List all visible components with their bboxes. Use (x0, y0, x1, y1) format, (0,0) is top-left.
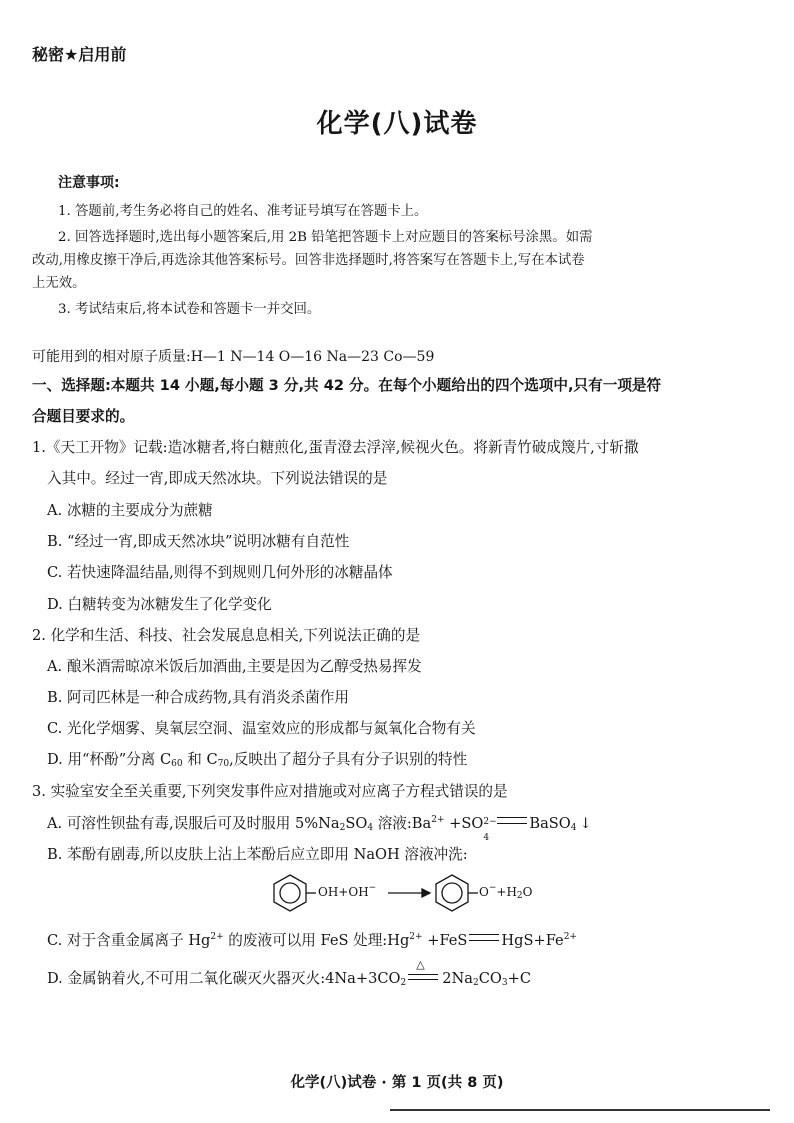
notice-item-1: 1. 答题前,考生务必将自己的姓名、准考证号填写在答题卡上。 (58, 204, 428, 219)
q2-stem: 2. 化学和生活、科技、社会发展息息相关,下列说法正确的是 (32, 627, 421, 644)
q1-option-d: D. 白糖转变为冰糖发生了化学变化 (47, 596, 272, 613)
secret-label: 秘密★启用前 (32, 45, 127, 64)
q2-option-a: A. 酿米酒需晾凉米饭后加酒曲,主要是因为乙醇受热易挥发 (47, 658, 422, 675)
benzene-ring-right-icon (436, 875, 478, 911)
atomic-mass-line: 可能用到的相对原子质量:H—1 N—14 O—16 Na—23 Co—59 (32, 349, 435, 365)
benzene-ring-left-icon (274, 875, 316, 911)
notice-heading: 注意事项: (58, 175, 120, 191)
q1-stem-line-1: 1.《天工开物》记载:造冰糖者,将白糖煎化,蛋青澄去浮滓,候视火色。将新青竹破成篾片,寸斩撒 (32, 439, 639, 456)
page-title: 化学(八)试卷 (316, 109, 478, 139)
q2-option-b: B. 阿司匹林是一种合成药物,具有消炎杀菌作用 (47, 689, 349, 706)
precipitate-arrow-icon: ↓ (579, 815, 592, 832)
reaction-left-text: OH+OH− (318, 883, 377, 899)
reaction-right-text: $O^-+H_2O$ (479, 883, 533, 901)
q1-option-c: C. 若快速降温结晶,则得不到规则几何外形的冰糖晶体 (47, 564, 393, 581)
delta-heat-icon: △ (416, 958, 425, 971)
q1-option-a: A. 冰糖的主要成分为蔗糖 (47, 502, 213, 519)
phenol-reaction-scheme (270, 870, 533, 916)
equals-double-bar (497, 817, 527, 824)
notice-item-2-line-1: 2. 回答选择题时,选出每小题答案后,用 2B 铅笔把答题卡上对应题目的答案标号涂黑。如需 (58, 230, 593, 245)
q1-option-b: B. “经过一宵,即成天然冰块”说明冰糖有自范性 (47, 533, 350, 550)
q3-option-a: A. 可溶性钡盐有毒,误服后可及时服用 $5\%Na_2SO_4$ 溶液$:Ba^{2+} +SO$ 2− 4 BaSO$_4$ ↓ (47, 815, 592, 843)
q2-option-c: C. 光化学烟雾、臭氧层空洞、温室效应的形成都与氮氧化合物有关 (47, 720, 476, 737)
section-heading-line-2: 合题目要求的。 (32, 408, 135, 425)
scan-edge-line (390, 1109, 770, 1111)
q3-option-c: C. 对于含重金属离子 $Hg^{2+}$ 的废液可以用 FeS 处理$:Hg^{2+} +FeS$ $HgS+Fe^{2+}$ (47, 932, 577, 949)
notice-item-3: 3. 考试结束后,将本试卷和答题卡一并交回。 (58, 302, 321, 317)
reaction-arrow-icon (388, 889, 430, 897)
section-heading-line-1: 一、选择题:本题共 14 小题,每小题 3 分,共 42 分。在每个小题给出的四个选项中,只有一项是符 (32, 377, 662, 394)
notice-item-2-line-2: 改动,用橡皮擦干净后,再选涂其他答案标号。回答非选择题时,将答案写在答题卡上,写在本试卷 (32, 253, 585, 268)
equals-double-bar (469, 934, 499, 941)
page-footer: 化学(八)试卷 · 第 1 页(共 8 页) (290, 1075, 504, 1091)
q1-stem-line-2: 入其中。经过一宵,即成天然冰块。下列说法错误的是 (47, 470, 388, 487)
q3-stem: 3. 实验室安全至关重要,下列突发事件应对措施或对应离子方程式错误的是 (32, 783, 508, 800)
q3-option-b: B. 苯酚有剧毒,所以皮肤上沾上苯酚后应立即用 NaOH 溶液冲洗: (47, 846, 468, 863)
q2-option-d: D. 用“杯酚”分离 $C_{60}$ 和 $C_{70}$,反映出了超分子具有分子识别的特性 (47, 751, 468, 769)
heat-equals-sign (406, 958, 442, 984)
notice-item-2-line-3: 上无效。 (32, 276, 86, 291)
q3-option-d: D. 金属钠着火,不可用二氧化碳灭火器灭火$:4Na+3CO_2$ △ $2Na_2CO_3+C$ (47, 958, 532, 988)
